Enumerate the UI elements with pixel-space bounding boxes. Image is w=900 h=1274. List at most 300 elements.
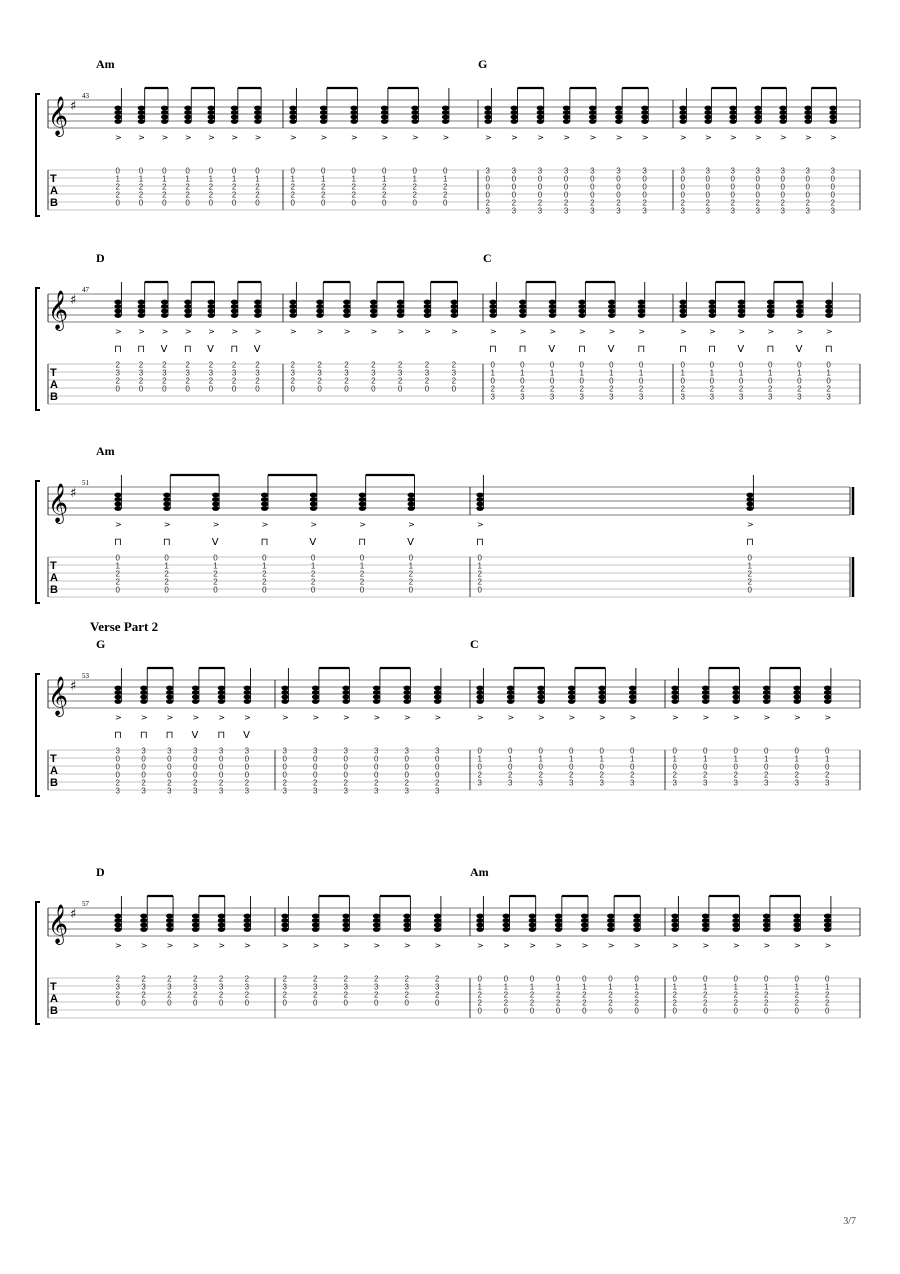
tab-number: 2 [317, 376, 322, 386]
tab-number: 0 [424, 384, 430, 394]
accent-mark: > [404, 713, 411, 722]
tab-number: 2 [634, 990, 639, 1000]
notehead [779, 106, 786, 111]
tab-label-t: T [50, 753, 57, 765]
accent-mark: > [412, 133, 419, 142]
tab-number: 3 [424, 368, 430, 378]
accent-mark: > [208, 133, 215, 142]
tab-number: 1 [608, 982, 613, 992]
tab-number: 0 [193, 762, 198, 772]
notehead [824, 686, 831, 691]
chord-notes [403, 668, 410, 722]
notehead [403, 927, 410, 932]
accent-mark: > [638, 327, 646, 336]
notehead [451, 313, 458, 318]
tab-number: 2 [374, 778, 379, 788]
tab-number: 0 [374, 998, 379, 1008]
measure [96, 637, 251, 796]
notehead [476, 686, 483, 691]
chord-notes [671, 668, 678, 722]
notehead [671, 927, 678, 932]
accent-mark: > [615, 133, 623, 142]
tab-number: 3 [141, 786, 146, 796]
notehead [254, 106, 261, 111]
tab-number: 0 [213, 553, 218, 563]
notehead [537, 106, 544, 111]
tab-number: 3 [185, 368, 190, 378]
tab-number: 2 [213, 569, 218, 579]
notehead [140, 927, 147, 932]
notehead [732, 690, 739, 695]
chord-notes [254, 88, 261, 142]
notehead [231, 115, 238, 120]
tab-number: 0 [780, 174, 785, 184]
system-bracket [36, 94, 40, 216]
notehead [411, 119, 418, 124]
notehead [342, 918, 349, 923]
chord-notes [738, 282, 745, 336]
tab-number: 2 [138, 182, 144, 192]
tab-number: 3 [672, 778, 677, 788]
notehead [796, 313, 803, 318]
tab-number: 0 [343, 754, 348, 764]
tab-label-a: A [50, 379, 58, 391]
notehead [408, 497, 415, 502]
tab-number: 0 [138, 198, 144, 208]
tab-number: 1 [213, 561, 218, 571]
notehead [763, 690, 770, 695]
tab-number: 3 [313, 982, 318, 992]
tab-number: 3 [630, 778, 635, 788]
tab-number: 2 [520, 384, 525, 394]
tab-number: 2 [582, 990, 587, 1000]
notehead [397, 300, 404, 305]
chord-notes [796, 282, 803, 336]
notehead [568, 690, 575, 695]
accent-mark: > [244, 713, 251, 722]
notehead [555, 914, 562, 919]
chord-name: G [478, 57, 488, 71]
tab-number: 3 [374, 746, 379, 756]
tab-number: 2 [764, 770, 769, 780]
notehead [779, 115, 786, 120]
tab-number: 0 [764, 1006, 769, 1016]
notehead [231, 119, 238, 124]
tab-label-b: B [50, 197, 58, 209]
strum-direction: ⊓ [824, 344, 833, 355]
strum-direction: ⊓ [766, 344, 775, 355]
accent-mark: > [192, 713, 200, 722]
chord-name: Am [96, 57, 115, 71]
section-label: Verse Part 2 [90, 619, 159, 634]
system-bracket [36, 288, 40, 410]
tab-number: 0 [520, 376, 525, 386]
notehead [161, 106, 168, 111]
accent-mark: > [163, 520, 171, 529]
notehead [732, 699, 739, 704]
tab-number: 3 [538, 778, 543, 788]
notehead [767, 300, 774, 305]
notehead [638, 309, 645, 314]
tab-number: 1 [609, 368, 614, 378]
notehead [489, 304, 496, 309]
tab-number: 0 [321, 198, 326, 208]
notehead [192, 690, 199, 695]
tab-number: 0 [582, 974, 587, 984]
notehead [114, 309, 121, 314]
notehead [451, 304, 458, 309]
accent-mark: > [477, 520, 484, 529]
tab-number: 1 [733, 982, 738, 992]
tab-number: 2 [825, 770, 830, 780]
tab-number: 2 [115, 577, 120, 587]
tab-number: 3 [231, 368, 237, 378]
tab-number: 2 [167, 990, 172, 1000]
strum-direction: ⊓ [637, 344, 646, 355]
tab-number: 0 [382, 198, 387, 208]
tab-number: 0 [231, 198, 237, 208]
tab-number: 2 [185, 376, 190, 386]
chord-notes [598, 668, 605, 722]
chord-notes [529, 896, 536, 950]
tab-number: 2 [290, 360, 295, 370]
chord-notes [254, 282, 261, 336]
chord-notes [408, 475, 415, 529]
tab-number: 2 [477, 770, 482, 780]
tab-number: 0 [747, 553, 752, 563]
notehead [641, 115, 648, 120]
chord-notes [373, 668, 380, 722]
notehead [519, 313, 526, 318]
notehead [729, 110, 736, 115]
tab-number: 2 [310, 577, 316, 587]
tab-number: 0 [794, 1006, 799, 1016]
notehead [503, 927, 510, 932]
chord-notes [442, 88, 449, 142]
tab-number: 2 [503, 990, 509, 1000]
notehead [434, 690, 441, 695]
notehead [373, 690, 380, 695]
tab-number: 2 [638, 384, 644, 394]
tab-number: 3 [343, 982, 348, 992]
tab-number: 1 [599, 754, 604, 764]
notehead [563, 110, 570, 115]
strum-direction: V [548, 344, 556, 355]
tab-number: 2 [424, 376, 430, 386]
notehead [231, 313, 238, 318]
tab-number: 2 [290, 190, 295, 200]
tab-number: 1 [680, 368, 685, 378]
tab-number: 0 [115, 770, 120, 780]
tab-number: 0 [317, 384, 322, 394]
notehead [796, 309, 803, 314]
notehead [403, 914, 410, 919]
system-47 [36, 251, 860, 410]
notehead [581, 927, 588, 932]
tab-number: 0 [599, 746, 604, 756]
chord-notes [184, 88, 191, 142]
tab-number: 0 [764, 762, 769, 772]
tab-number: 1 [164, 561, 169, 571]
tab-number: 1 [555, 982, 561, 992]
notehead [529, 914, 536, 919]
tab-number: 0 [255, 198, 260, 208]
measure [483, 251, 645, 402]
tab-number: 3 [797, 392, 802, 402]
notehead [549, 309, 556, 314]
notehead [161, 304, 168, 309]
notehead [244, 686, 251, 691]
tab-label-b: B [50, 391, 58, 403]
treble-clef-icon: 𝄞 [48, 676, 69, 716]
tab-number: 0 [485, 190, 490, 200]
tab-number: 2 [579, 384, 584, 394]
notehead [166, 695, 173, 700]
tab-label-b: B [50, 1005, 58, 1017]
tab-number: 3 [313, 746, 318, 756]
chord-notes [381, 88, 388, 142]
chord-notes [192, 668, 199, 722]
tab-number: 2 [703, 770, 708, 780]
tab-number: 2 [317, 360, 322, 370]
notehead [537, 695, 544, 700]
notehead [161, 309, 168, 314]
notehead [208, 300, 215, 305]
tab-number: 3 [435, 746, 440, 756]
tab-number: 2 [310, 569, 316, 579]
notehead [763, 695, 770, 700]
tab-number: 2 [231, 182, 237, 192]
tab-number: 0 [730, 182, 735, 192]
accent-mark: > [373, 941, 381, 950]
chord-notes [476, 896, 483, 950]
tab-number: 0 [435, 762, 440, 772]
notehead [732, 923, 739, 928]
chord-notes [218, 668, 225, 722]
chord-notes [140, 896, 147, 950]
accent-mark: > [477, 941, 484, 950]
tab-number: 3 [167, 786, 172, 796]
tab-number: 2 [477, 990, 482, 1000]
tab-number: 0 [797, 376, 802, 386]
tab-number: 2 [733, 998, 738, 1008]
notehead [208, 304, 215, 309]
tab-number: 0 [343, 762, 348, 772]
accent-mark: > [343, 941, 350, 950]
notehead [312, 699, 319, 704]
chord-notes [732, 896, 739, 950]
tab-number: 3 [780, 166, 785, 176]
strum-direction: ⊓ [217, 730, 226, 741]
notehead [231, 110, 238, 115]
accent-mark: > [672, 713, 679, 722]
tab-number: 0 [634, 974, 639, 984]
tab-number: 3 [404, 982, 409, 992]
notehead [709, 304, 716, 309]
tab-number: 1 [630, 754, 635, 764]
tab-number: 0 [830, 182, 835, 192]
notehead [507, 690, 514, 695]
accent-mark: > [563, 133, 571, 142]
tab-number: 0 [555, 974, 561, 984]
measure [679, 282, 833, 402]
chord-notes [114, 475, 121, 529]
chord-notes [424, 282, 431, 336]
notehead [578, 313, 585, 318]
tab-number: 0 [408, 585, 414, 595]
tab-number: 3 [511, 206, 517, 216]
notehead [312, 927, 319, 932]
strum-direction: V [407, 537, 414, 548]
notehead [342, 695, 349, 700]
notehead [476, 927, 483, 932]
chord-notes [163, 475, 170, 529]
tab-number: 2 [747, 577, 752, 587]
notehead [679, 300, 686, 305]
notehead [244, 923, 251, 928]
measure [470, 637, 636, 788]
tab-number: 0 [490, 360, 495, 370]
tab-number: 0 [582, 1006, 587, 1016]
tab-number: 2 [555, 998, 561, 1008]
notehead [281, 695, 288, 700]
tab-number: 2 [537, 198, 543, 208]
tab-number: 2 [825, 990, 830, 1000]
notehead [476, 690, 483, 695]
notehead [679, 309, 686, 314]
tab-number: 2 [529, 990, 535, 1000]
tab-number: 0 [167, 770, 172, 780]
tab-number: 3 [115, 982, 120, 992]
tab-number: 0 [162, 166, 167, 176]
accent-mark: > [780, 133, 787, 142]
notehead [434, 699, 441, 704]
chord-notes [312, 668, 319, 722]
tab-number: 0 [208, 384, 214, 394]
tab-number: 0 [608, 1006, 613, 1016]
tab-number: 2 [208, 360, 214, 370]
tab-number: 0 [680, 174, 685, 184]
tab-number: 3 [768, 392, 773, 402]
tab-number: 3 [490, 392, 495, 402]
notehead [424, 309, 431, 314]
tab-number: 0 [579, 360, 584, 370]
chord-notes [208, 88, 215, 142]
accent-mark: > [733, 713, 740, 722]
notehead [779, 110, 786, 115]
tab-number: 3 [282, 982, 287, 992]
notehead [403, 686, 410, 691]
notehead [359, 502, 366, 507]
notehead [638, 304, 645, 309]
accent-mark: > [138, 327, 145, 336]
tab-number: 1 [764, 982, 769, 992]
notehead [161, 115, 168, 120]
tab-number: 0 [167, 998, 172, 1008]
notehead [608, 313, 615, 318]
tab-number: 3 [830, 166, 835, 176]
tab-number: 1 [477, 561, 482, 571]
tab-number: 0 [282, 754, 287, 764]
accent-mark: > [320, 133, 328, 142]
chord-notes [310, 475, 317, 529]
sharp-key-icon: ♯ [70, 486, 77, 501]
tab-number: 2 [208, 376, 214, 386]
strum-direction: ⊓ [708, 344, 716, 355]
tab-number: 0 [569, 746, 574, 756]
notehead [320, 110, 327, 115]
tab-number: 2 [208, 182, 214, 192]
tab-number: 2 [412, 190, 417, 200]
notehead [373, 914, 380, 919]
accent-mark: > [359, 520, 366, 529]
notehead [568, 699, 575, 704]
chord-notes [589, 88, 596, 142]
notehead [738, 309, 745, 314]
accent-mark: > [738, 327, 746, 336]
system-43 [36, 57, 860, 216]
notehead [254, 110, 261, 115]
notehead [316, 313, 323, 318]
notehead [489, 300, 496, 305]
notehead [679, 115, 686, 120]
notehead [589, 115, 596, 120]
notehead [140, 914, 147, 919]
tab-label-a: A [50, 572, 58, 584]
notehead [732, 695, 739, 700]
notehead [615, 110, 622, 115]
notehead [114, 493, 121, 498]
notehead [529, 918, 536, 923]
sharp-key-icon: ♯ [70, 679, 77, 694]
chord-notes [342, 896, 349, 950]
tab-number: 2 [680, 384, 685, 394]
notehead [373, 695, 380, 700]
notehead [163, 493, 170, 498]
tab-number: 2 [826, 384, 831, 394]
tab-number: 3 [703, 778, 708, 788]
tab-number: 2 [404, 974, 409, 984]
chord-notes [350, 88, 357, 142]
tab-number: 0 [435, 770, 440, 780]
tab-number: 0 [630, 762, 635, 772]
notehead [342, 686, 349, 691]
tab-number: 3 [755, 206, 760, 216]
page-number: 3/7 [843, 1216, 856, 1227]
measure [671, 896, 831, 1016]
notehead [442, 106, 449, 111]
chord-notes [476, 668, 483, 722]
notehead [729, 106, 736, 111]
accent-mark: > [184, 133, 192, 142]
notehead [163, 506, 170, 511]
tab-number: 3 [208, 368, 214, 378]
accent-mark: > [825, 327, 833, 336]
bar-number: 47 [82, 286, 89, 294]
notehead [824, 923, 831, 928]
notehead [289, 119, 296, 124]
tab-number: 2 [709, 384, 715, 394]
chord-notes [581, 896, 588, 950]
notehead [607, 914, 614, 919]
tab-number: 0 [451, 384, 457, 394]
tab-number: 3 [404, 786, 409, 796]
tab-number: 1 [351, 174, 356, 184]
tab-number: 2 [344, 360, 349, 370]
tab-number: 3 [290, 368, 295, 378]
notehead [163, 497, 170, 502]
tab-number: 2 [435, 974, 440, 984]
